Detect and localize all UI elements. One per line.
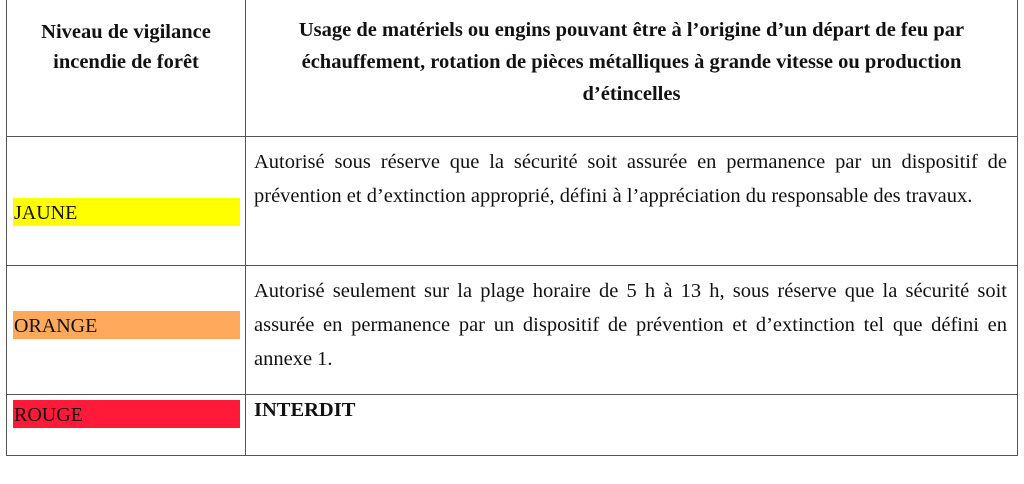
table-row-rouge bbox=[7, 395, 1017, 456]
level-cell bbox=[7, 137, 245, 265]
vigilance-table bbox=[6, 0, 1018, 456]
usage-cell bbox=[246, 395, 1017, 456]
header-level-label: Niveau de vigilance incendie de forêt bbox=[41, 21, 211, 73]
header-cell-usage bbox=[246, 0, 1017, 136]
usage-text-rouge: INTERDIT bbox=[254, 399, 356, 421]
table-row-orange bbox=[7, 266, 1017, 395]
table-header-row bbox=[7, 0, 1017, 137]
header-cell-level bbox=[7, 0, 245, 136]
usage-cell bbox=[246, 266, 1017, 394]
level-badge-rouge: ROUGE bbox=[13, 400, 240, 428]
header-usage-label: Usage de matériels ou engins pouvant être à l’origine d’un départ de feu par échauffement, rotation de pièces métalliques à grande vitesse ou production d’étincelles bbox=[298, 19, 965, 105]
level-cell bbox=[7, 266, 245, 394]
usage-text-jaune: Autorisé sous réserve que la sécurité soit assurée en permanence par un dispositif de prévention et d’extinction approprié, défini à l’appréciation du responsable des travaux. bbox=[254, 151, 1007, 207]
usage-cell bbox=[246, 137, 1017, 265]
table-row-jaune bbox=[7, 137, 1017, 266]
level-badge-orange: ORANGE bbox=[13, 311, 240, 339]
usage-text-orange: Autorisé seulement sur la plage horaire de 5 h à 13 h, sous réserve que la sécurité soit assurée en permanence par un dispositif de prévention et d’extinction tel que défini en annexe 1. bbox=[254, 280, 1007, 370]
level-badge-jaune: JAUNE bbox=[13, 198, 240, 226]
level-cell bbox=[7, 395, 245, 456]
